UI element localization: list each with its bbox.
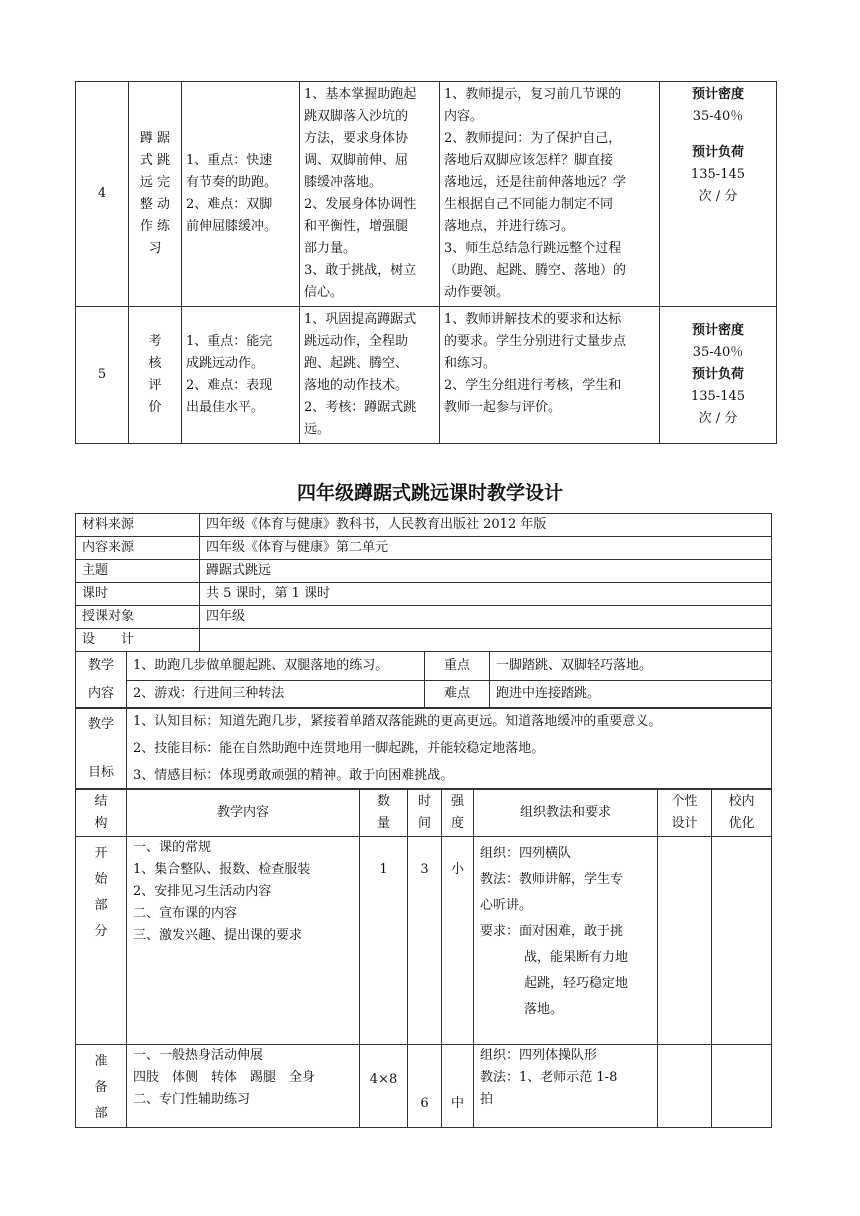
personal-cell [658, 1045, 712, 1128]
lesson-schedule-table [75, 81, 777, 444]
lesson-methods: 1、教师提示，复习前几节课的 内容。 2、教师提问：为了保护自己， 落地后双脚应该怎样？脚直接 落地远，还是往前伸落地远？学 生根据自己不同能力制定不同 落地点，并进行练习。 3、师生总结急行跳远整个过程 （助跑、起跳、腾空、落地）的 动作要领。 [440, 82, 660, 307]
info-value: 四年级《体育与健康》教科书，人民教育出版社 2012 年版 [200, 514, 772, 537]
info-value: 蹲踞式跳远 [200, 560, 772, 583]
table-row [76, 560, 772, 583]
lesson-name: 蹲 踞 式 跳 远 完 整 动 作 练 习 [129, 82, 182, 307]
content-label: 教学 内容 [76, 652, 127, 709]
teaching-content-table [75, 651, 772, 709]
structure-cell: 准 备 部 [76, 1045, 127, 1128]
difficulty-value: 跑进中连接踏跳。 [490, 680, 772, 709]
count-cell: 1 [360, 837, 408, 1045]
table-row [76, 680, 772, 709]
table-row [76, 82, 777, 307]
goal-item: 2、技能目标：能在自然助跑中连贯地用一脚起跳，并能较稳定地落地。 [133, 741, 545, 756]
goals-label: 教学 目标 [76, 708, 127, 790]
info-label: 课时 [76, 583, 200, 606]
table-row [76, 537, 772, 560]
table-row [76, 606, 772, 629]
header-intensity: 强 度 [442, 789, 474, 837]
header-optimize: 校内 优化 [712, 789, 772, 837]
content-cell: 一、一般热身活动伸展 四肢 体侧 转体 踢腿 全身 二、专门性辅助练习 [127, 1045, 360, 1128]
info-label: 材料来源 [76, 514, 200, 537]
header-time: 时 间 [408, 789, 442, 837]
table-header-row [76, 789, 772, 837]
personal-cell [658, 837, 712, 1045]
table-row [76, 837, 772, 1045]
count-cell: 4×8 [360, 1045, 408, 1128]
intensity-cell: 小 [442, 837, 474, 1045]
header-structure: 结 构 [76, 789, 127, 837]
info-value: 共 5 课时，第 1 课时 [200, 583, 772, 606]
content-item: 2、游戏：行进间三种转法 [127, 680, 425, 709]
info-value: 四年级《体育与健康》第二单元 [200, 537, 772, 560]
header-count: 数 量 [360, 789, 408, 837]
lesson-methods: 1、教师讲解技术的要求和达标 的要求。学生分别进行丈量步点 和练习。 2、学生分组进行考核，学生和 教师一起参与评价。 [440, 307, 660, 444]
teaching-goals-table [75, 707, 772, 790]
info-label: 设 计 [76, 629, 200, 652]
structure-cell: 开 始 部 分 [76, 837, 127, 1045]
lesson-goals: 1、基本掌握助跑起 跳双脚落入沙坑的 方法，要求身体协 调、双脚前伸、屈 膝缓冲落地。 2、发展身体协调性 和平衡性，增强腿 部力量。 3、敢于挑战，树立 信心。 [300, 82, 440, 307]
method-cell: 组织：四列体操队形 教法：1、老师示范 1-8 拍 [474, 1045, 658, 1128]
table-row [76, 1045, 772, 1128]
lesson-load: 预计密度 35-40％ 预计负荷 135-145 次 / 分 [660, 82, 777, 307]
lesson-load: 预计密度 35-40％ 预计负荷 135-145 次 / 分 [660, 307, 777, 444]
content-item: 1、助跑几步做单腿起跳、双腿落地的练习。 [127, 652, 425, 681]
optimize-cell [712, 837, 772, 1045]
table-row [76, 652, 772, 681]
optimize-cell [712, 1045, 772, 1128]
info-label: 内容来源 [76, 537, 200, 560]
key-point-label: 重点 [425, 652, 490, 681]
time-cell: 3 [408, 837, 442, 1045]
header-method: 组织教法和要求 [474, 789, 658, 837]
header-content: 教学内容 [127, 789, 360, 837]
content-cell: 一、课的常规 1、集合整队、报数、检查服装 2、安排见习生活动内容 二、宣布课的内容 三、激发兴趣、提出课的要求 [127, 837, 360, 1045]
lesson-name: 考 核 评 价 [129, 307, 182, 444]
key-point-value: 一脚踏跳、双脚轻巧落地。 [490, 652, 772, 681]
goals-list [127, 708, 772, 790]
intensity-cell: 中 [442, 1045, 474, 1128]
goal-item: 3、情感目标：体现勇敢顽强的精神。敢于向困难挑战。 [133, 768, 454, 783]
time-cell: 6 [408, 1045, 442, 1128]
table-row [76, 629, 772, 652]
lesson-number: 4 [76, 82, 129, 307]
difficulty-label: 难点 [425, 680, 490, 709]
lesson-focus: 1、重点：能完 成跳远动作。 2、难点：表现 出最佳水平。 [182, 307, 300, 444]
header-personal: 个性 设计 [658, 789, 712, 837]
method-cell: 组织：四列横队 教法：教师讲解，学生专 心听讲。 要求：面对困难，敢于挑 战，能果断有力地 起跳，轻巧稳定地 落地。 [474, 837, 658, 1045]
table-row [76, 708, 772, 790]
table-row [76, 514, 772, 537]
page-title: 四年级蹲踞式跳远课时教学设计 [296, 482, 563, 504]
table-row [76, 583, 772, 606]
lesson-focus: 1、重点：快速 有节奏的助跑。 2、难点：双脚 前伸屈膝缓冲。 [182, 82, 300, 307]
info-value [200, 629, 772, 652]
info-value: 四年级 [200, 606, 772, 629]
table-row [76, 307, 777, 444]
lesson-number: 5 [76, 307, 129, 444]
goal-item: 1、认知目标：知道先跑几步，紧接着单踏双落能跳的更高更远。知道落地缓冲的重要意义。 [133, 714, 662, 729]
info-label: 主题 [76, 560, 200, 583]
lesson-plan-table [75, 788, 772, 1128]
lesson-goals: 1、巩固提高蹲踞式 跳远动作，全程助 跑、起跳、腾空、 落地的动作技术。 2、考核：蹲踞式跳 远。 [300, 307, 440, 444]
info-table [75, 513, 772, 652]
info-label: 授课对象 [76, 606, 200, 629]
